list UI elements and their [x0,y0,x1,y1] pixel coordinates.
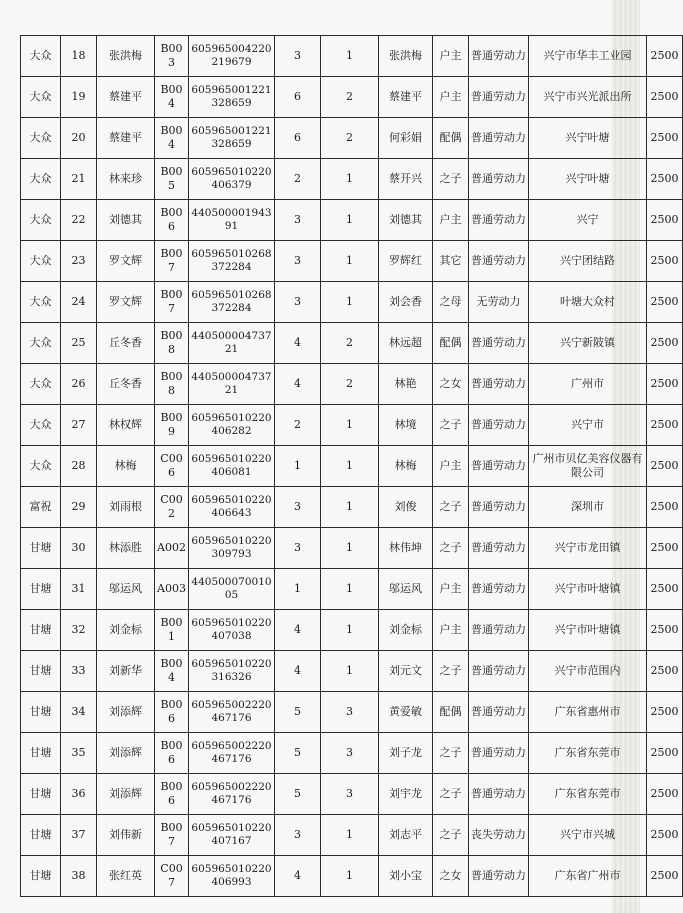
household-code-cell: B008 [155,323,189,364]
labor-status-cell: 普通劳动力 [469,323,529,364]
household-code-cell: B006 [155,200,189,241]
family-size-cell: 1 [275,569,321,610]
bank-account-cell: 605965010220407038 [189,610,275,651]
labor-status-cell: 普通劳动力 [469,610,529,651]
table-row [21,815,683,856]
family-size-cell: 5 [275,692,321,733]
household-head-cell: 林添胜 [97,528,155,569]
bank-account-cell: 605965010220406282 [189,405,275,446]
subsidy-amount-cell: 2500 [647,118,683,159]
household-code-cell: B003 [155,36,189,77]
table-row [21,692,683,733]
work-location-cell: 叶塘大众村 [529,282,647,323]
relation-cell: 之子 [433,774,469,815]
serial-number-cell: 21 [61,159,97,200]
member-name-cell: 张洪梅 [379,36,433,77]
serial-number-cell: 26 [61,364,97,405]
serial-number-cell: 31 [61,569,97,610]
relation-cell: 户主 [433,610,469,651]
work-location-cell: 兴宁市华丰工业园 [529,36,647,77]
work-location-cell: 兴宁市兴城 [529,815,647,856]
member-name-cell: 邬运风 [379,569,433,610]
serial-number-cell: 23 [61,241,97,282]
household-head-cell: 罗文辉 [97,241,155,282]
family-size-cell: 3 [275,241,321,282]
household-head-cell: 林权辉 [97,405,155,446]
subsidy-amount-cell: 2500 [647,733,683,774]
labor-count-cell: 2 [321,364,379,405]
group-cell: 大众 [21,323,61,364]
work-location-cell: 兴宁市龙田镇 [529,528,647,569]
relation-cell: 之子 [433,159,469,200]
table-row [21,36,683,77]
family-size-cell: 5 [275,733,321,774]
household-code-cell: B006 [155,733,189,774]
family-size-cell: 3 [275,282,321,323]
household-code-cell: B006 [155,774,189,815]
group-cell: 甘塘 [21,569,61,610]
bank-account-cell: 44050007001005 [189,569,275,610]
bank-account-cell: 605965010220406643 [189,487,275,528]
group-cell: 大众 [21,36,61,77]
subsidy-register-table [20,35,683,897]
table-row [21,200,683,241]
subsidy-amount-cell: 2500 [647,36,683,77]
family-size-cell: 1 [275,446,321,487]
group-cell: 甘塘 [21,733,61,774]
relation-cell: 之子 [433,405,469,446]
work-location-cell: 兴宁市叶塘镇 [529,610,647,651]
labor-status-cell: 普通劳动力 [469,446,529,487]
subsidy-amount-cell: 2500 [647,282,683,323]
labor-status-cell: 普通劳动力 [469,200,529,241]
labor-status-cell: 普通劳动力 [469,364,529,405]
subsidy-amount-cell: 2500 [647,856,683,897]
table-row [21,487,683,528]
labor-status-cell: 普通劳动力 [469,118,529,159]
household-head-cell: 刘德其 [97,200,155,241]
work-location-cell: 兴宁叶塘 [529,159,647,200]
table-row [21,610,683,651]
serial-number-cell: 34 [61,692,97,733]
group-cell: 大众 [21,77,61,118]
household-code-cell: B007 [155,241,189,282]
bank-account-cell: 605965010220316326 [189,651,275,692]
household-head-cell: 林梅 [97,446,155,487]
bank-account-cell: 605965002220467176 [189,692,275,733]
labor-status-cell: 普通劳动力 [469,241,529,282]
household-head-cell: 刘金标 [97,610,155,651]
labor-count-cell: 3 [321,692,379,733]
bank-account-cell: 44050000194391 [189,200,275,241]
labor-count-cell: 1 [321,569,379,610]
table-row [21,405,683,446]
member-name-cell: 刘会香 [379,282,433,323]
serial-number-cell: 37 [61,815,97,856]
household-head-cell: 蔡建平 [97,118,155,159]
table-row [21,282,683,323]
bank-account-cell: 605965002220467176 [189,733,275,774]
labor-status-cell: 普通劳动力 [469,528,529,569]
relation-cell: 户主 [433,200,469,241]
family-size-cell: 4 [275,323,321,364]
household-head-cell: 刘添辉 [97,774,155,815]
relation-cell: 其它 [433,241,469,282]
member-name-cell: 林梅 [379,446,433,487]
member-name-cell: 蔡建平 [379,77,433,118]
bank-account-cell: 44050000473721 [189,323,275,364]
labor-count-cell: 1 [321,528,379,569]
household-code-cell: B007 [155,815,189,856]
member-name-cell: 蔡开兴 [379,159,433,200]
household-head-cell: 张洪梅 [97,36,155,77]
household-head-cell: 刘雨根 [97,487,155,528]
subsidy-amount-cell: 2500 [647,364,683,405]
labor-count-cell: 1 [321,36,379,77]
serial-number-cell: 38 [61,856,97,897]
labor-count-cell: 1 [321,282,379,323]
work-location-cell: 广东省惠州市 [529,692,647,733]
family-size-cell: 2 [275,159,321,200]
bank-account-cell: 44050000473721 [189,364,275,405]
member-name-cell: 刘志平 [379,815,433,856]
labor-status-cell: 普通劳动力 [469,77,529,118]
labor-count-cell: 2 [321,323,379,364]
family-size-cell: 3 [275,487,321,528]
labor-status-cell: 普通劳动力 [469,774,529,815]
labor-count-cell: 1 [321,405,379,446]
work-location-cell: 兴宁 [529,200,647,241]
relation-cell: 户主 [433,446,469,487]
family-size-cell: 6 [275,118,321,159]
labor-status-cell: 普通劳动力 [469,569,529,610]
table-row [21,77,683,118]
household-code-cell: B008 [155,364,189,405]
serial-number-cell: 29 [61,487,97,528]
member-name-cell: 刘元文 [379,651,433,692]
serial-number-cell: 36 [61,774,97,815]
household-head-cell: 刘伟新 [97,815,155,856]
table-row [21,364,683,405]
table-row [21,569,683,610]
subsidy-amount-cell: 2500 [647,610,683,651]
household-code-cell: C007 [155,856,189,897]
bank-account-cell: 605965001221328659 [189,77,275,118]
serial-number-cell: 19 [61,77,97,118]
member-name-cell: 刘俊 [379,487,433,528]
labor-status-cell: 普通劳动力 [469,692,529,733]
serial-number-cell: 18 [61,36,97,77]
household-code-cell: B004 [155,77,189,118]
family-size-cell: 5 [275,774,321,815]
table-row [21,651,683,692]
labor-count-cell: 2 [321,77,379,118]
table-row [21,118,683,159]
relation-cell: 之子 [433,528,469,569]
member-name-cell: 林伟坤 [379,528,433,569]
group-cell: 大众 [21,364,61,405]
bank-account-cell: 605965010268372284 [189,282,275,323]
labor-status-cell: 普通劳动力 [469,405,529,446]
serial-number-cell: 24 [61,282,97,323]
bank-account-cell: 605965010220407167 [189,815,275,856]
table-row [21,323,683,364]
work-location-cell: 兴宁市兴光派出所 [529,77,647,118]
work-location-cell: 广州市贝亿美容仪器有限公司 [529,446,647,487]
serial-number-cell: 30 [61,528,97,569]
table-row [21,159,683,200]
serial-number-cell: 35 [61,733,97,774]
group-cell: 富祝 [21,487,61,528]
household-head-cell: 邬运风 [97,569,155,610]
labor-status-cell: 普通劳动力 [469,487,529,528]
serial-number-cell: 22 [61,200,97,241]
household-code-cell: A003 [155,569,189,610]
labor-count-cell: 3 [321,774,379,815]
group-cell: 大众 [21,282,61,323]
household-head-cell: 蔡建平 [97,77,155,118]
relation-cell: 之子 [433,815,469,856]
relation-cell: 户主 [433,77,469,118]
labor-count-cell: 1 [321,815,379,856]
relation-cell: 之子 [433,651,469,692]
household-head-cell: 罗文辉 [97,282,155,323]
household-code-cell: B009 [155,405,189,446]
table-row [21,733,683,774]
subsidy-amount-cell: 2500 [647,692,683,733]
household-head-cell: 刘添辉 [97,692,155,733]
serial-number-cell: 32 [61,610,97,651]
member-name-cell: 林艳 [379,364,433,405]
labor-count-cell: 1 [321,487,379,528]
bank-account-cell: 605965001221328659 [189,118,275,159]
work-location-cell: 兴宁叶塘 [529,118,647,159]
serial-number-cell: 20 [61,118,97,159]
labor-status-cell: 普通劳动力 [469,856,529,897]
household-code-cell: B007 [155,282,189,323]
work-location-cell: 兴宁新陂镇 [529,323,647,364]
household-head-cell: 张红英 [97,856,155,897]
household-code-cell: B004 [155,651,189,692]
relation-cell: 配偶 [433,323,469,364]
household-code-cell: B001 [155,610,189,651]
member-name-cell: 罗辉红 [379,241,433,282]
serial-number-cell: 33 [61,651,97,692]
household-code-cell: C002 [155,487,189,528]
group-cell: 大众 [21,159,61,200]
household-head-cell: 丘冬香 [97,323,155,364]
table-body [21,36,683,897]
subsidy-amount-cell: 2500 [647,528,683,569]
bank-account-cell: 605965010220406081 [189,446,275,487]
family-size-cell: 6 [275,77,321,118]
table-row [21,446,683,487]
table-row [21,856,683,897]
household-code-cell: B005 [155,159,189,200]
work-location-cell: 兴宁团结路 [529,241,647,282]
household-code-cell: B006 [155,692,189,733]
subsidy-amount-cell: 2500 [647,323,683,364]
member-name-cell: 何彩娟 [379,118,433,159]
serial-number-cell: 28 [61,446,97,487]
subsidy-amount-cell: 2500 [647,241,683,282]
work-location-cell: 广东省广州市 [529,856,647,897]
relation-cell: 配偶 [433,118,469,159]
table-row [21,528,683,569]
relation-cell: 配偶 [433,692,469,733]
bank-account-cell: 605965010220406993 [189,856,275,897]
group-cell: 甘塘 [21,651,61,692]
labor-count-cell: 1 [321,856,379,897]
labor-count-cell: 3 [321,733,379,774]
labor-count-cell: 1 [321,446,379,487]
relation-cell: 户主 [433,569,469,610]
labor-count-cell: 2 [321,118,379,159]
work-location-cell: 兴宁市 [529,405,647,446]
subsidy-amount-cell: 2500 [647,569,683,610]
bank-account-cell: 605965010220309793 [189,528,275,569]
family-size-cell: 4 [275,856,321,897]
subsidy-amount-cell: 2500 [647,446,683,487]
labor-status-cell: 普通劳动力 [469,36,529,77]
family-size-cell: 3 [275,200,321,241]
work-location-cell: 广东省东莞市 [529,774,647,815]
family-size-cell: 4 [275,651,321,692]
serial-number-cell: 27 [61,405,97,446]
relation-cell: 户主 [433,36,469,77]
work-location-cell: 兴宁市叶塘镇 [529,569,647,610]
relation-cell: 之女 [433,364,469,405]
subsidy-amount-cell: 2500 [647,651,683,692]
subsidy-amount-cell: 2500 [647,77,683,118]
bank-account-cell: 605965004220219679 [189,36,275,77]
group-cell: 大众 [21,446,61,487]
group-cell: 甘塘 [21,610,61,651]
labor-status-cell: 普通劳动力 [469,651,529,692]
household-head-cell: 刘添辉 [97,733,155,774]
household-head-cell: 丘冬香 [97,364,155,405]
subsidy-amount-cell: 2500 [647,159,683,200]
member-name-cell: 林远超 [379,323,433,364]
labor-count-cell: 1 [321,159,379,200]
group-cell: 甘塘 [21,774,61,815]
bank-account-cell: 605965010220406379 [189,159,275,200]
work-location-cell: 兴宁市范围内 [529,651,647,692]
household-code-cell: B004 [155,118,189,159]
group-cell: 大众 [21,241,61,282]
member-name-cell: 刘小宝 [379,856,433,897]
labor-status-cell: 丧失劳动力 [469,815,529,856]
group-cell: 甘塘 [21,692,61,733]
household-head-cell: 刘新华 [97,651,155,692]
labor-status-cell: 普通劳动力 [469,159,529,200]
household-head-cell: 林来珍 [97,159,155,200]
labor-count-cell: 1 [321,651,379,692]
relation-cell: 之子 [433,733,469,774]
family-size-cell: 3 [275,528,321,569]
family-size-cell: 4 [275,364,321,405]
labor-count-cell: 1 [321,200,379,241]
group-cell: 大众 [21,118,61,159]
relation-cell: 之子 [433,487,469,528]
member-name-cell: 刘宇龙 [379,774,433,815]
member-name-cell: 黄爱敏 [379,692,433,733]
labor-count-cell: 1 [321,610,379,651]
subsidy-amount-cell: 2500 [647,774,683,815]
group-cell: 甘塘 [21,528,61,569]
subsidy-amount-cell: 2500 [647,487,683,528]
family-size-cell: 3 [275,36,321,77]
work-location-cell: 广东省东莞市 [529,733,647,774]
member-name-cell: 刘德其 [379,200,433,241]
bank-account-cell: 605965010268372284 [189,241,275,282]
bank-account-cell: 605965002220467176 [189,774,275,815]
subsidy-amount-cell: 2500 [647,200,683,241]
family-size-cell: 3 [275,815,321,856]
group-cell: 甘塘 [21,856,61,897]
subsidy-amount-cell: 2500 [647,405,683,446]
family-size-cell: 2 [275,405,321,446]
relation-cell: 之母 [433,282,469,323]
group-cell: 大众 [21,405,61,446]
relation-cell: 之女 [433,856,469,897]
table-row [21,774,683,815]
table-row [21,241,683,282]
family-size-cell: 4 [275,610,321,651]
member-name-cell: 刘金标 [379,610,433,651]
work-location-cell: 广州市 [529,364,647,405]
labor-status-cell: 普通劳动力 [469,733,529,774]
household-code-cell: C006 [155,446,189,487]
member-name-cell: 林境 [379,405,433,446]
member-name-cell: 刘子龙 [379,733,433,774]
group-cell: 大众 [21,200,61,241]
serial-number-cell: 25 [61,323,97,364]
work-location-cell: 深圳市 [529,487,647,528]
subsidy-amount-cell: 2500 [647,815,683,856]
labor-count-cell: 1 [321,241,379,282]
household-code-cell: A002 [155,528,189,569]
group-cell: 甘塘 [21,815,61,856]
labor-status-cell: 无劳动力 [469,282,529,323]
